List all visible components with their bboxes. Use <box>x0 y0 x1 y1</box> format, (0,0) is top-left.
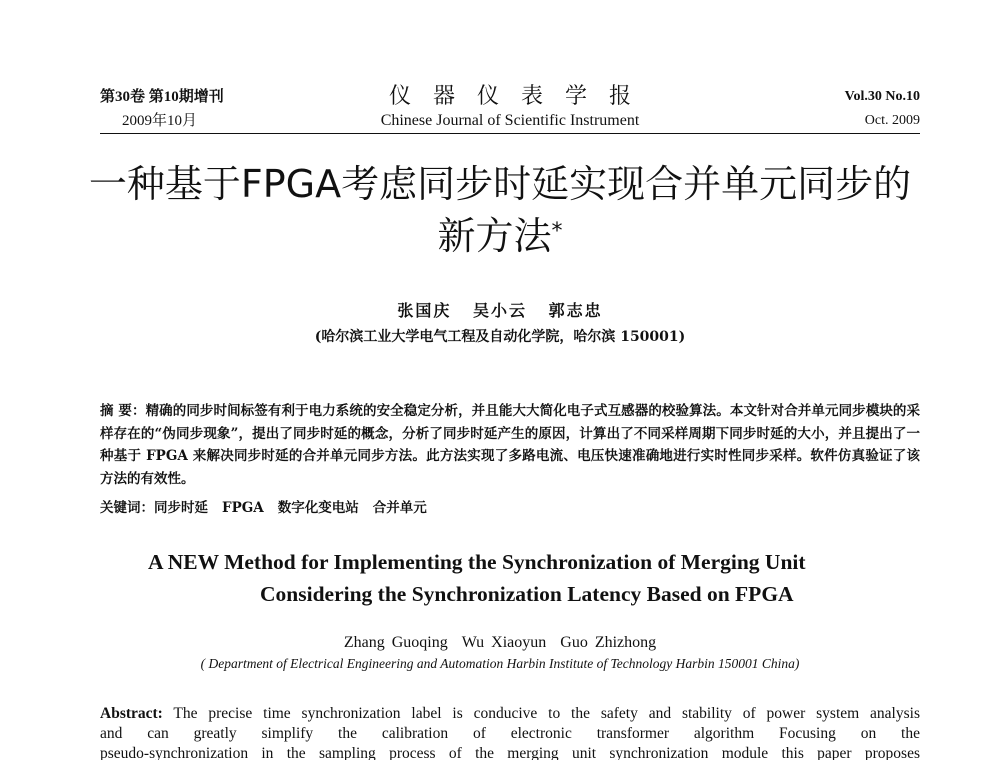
abstract-en-text-1: The precise time synchronization label is conducive to the safety and stability of power system analysis <box>162 705 920 722</box>
header-right <box>845 86 920 132</box>
author-en: Guo Zhizhong <box>560 634 657 651</box>
keyword-item: 合并单元 <box>372 500 427 516</box>
author-en: Zhang Guoqing <box>343 634 448 651</box>
title-cn-line1: 一种基于FPGA考虑同步时延实现合并单元同步的 <box>88 162 912 206</box>
abstract-cn-text: 精确的同步时间标签有利于电力系统的安全稳定分析，并且能大大简化电子式互感器的校验算法。本文针对合并单元同步模块的采样存在的“伪同步现象”，提出了同步时延的概念，分析了同步时延产生的原因，计算出了不同采样周期下同步时延的大小，并且提出了一种基于 FPGA 来解决同步时延的合并单元同步方法。此方法实现了多路电流、电压快速准确地进行实时性同步采样。软件仿真验证了该方法的有效性。 <box>100 403 921 487</box>
running-header <box>100 86 920 134</box>
abstract-en-line: pseudo-synchronization in the sampling process of the merging unit synchronization module this paper proposes <box>100 745 920 760</box>
title-cn-line2 <box>80 210 920 262</box>
abstract-en-line: and can greatly simplify the calibration of electronic transformer algorithm Focusing on the <box>100 725 920 742</box>
author-en: Wu Xiaoyun <box>461 634 547 651</box>
volume-issue-cn: 第30卷 第10期增刊 <box>100 89 224 105</box>
keywords-cn-label: 关键词： <box>100 500 154 516</box>
title-footnote-mark: * <box>551 219 563 244</box>
header-rule <box>100 133 920 134</box>
affiliation-cn: (哈尔滨工业大学电气工程及自动化学院，哈尔滨 150001) <box>314 329 686 345</box>
keywords-cn <box>100 497 920 519</box>
keyword-item: 数字化变电站 <box>277 500 359 516</box>
journal-name-en: Chinese Journal of Scientific Instrument <box>380 112 640 129</box>
abstract-en-label: Abstract: <box>100 705 163 722</box>
abstract-cn-label: 摘 要： <box>100 403 146 419</box>
keyword-item: FPGA <box>222 500 264 516</box>
keyword-item: 同步时延 <box>154 500 208 516</box>
affiliation-en: ( Department of Electrical Engineering and Automation Harbin Institute of Technology Harbin 150001 China) <box>200 656 800 671</box>
header-center <box>100 86 920 132</box>
volume-issue-en: Vol.30 No.10 <box>844 89 920 104</box>
title-en <box>100 546 920 610</box>
journal-name-cn: 仪器仪表学报 <box>388 84 653 109</box>
abstract-en-line <box>100 704 920 724</box>
title-en-line1: A NEW Method for Implementing the Synchronization of Merging Unit <box>148 550 806 574</box>
abstract-cn <box>100 400 920 490</box>
date-cn: 2009年10月 <box>122 113 198 129</box>
authors-en <box>0 634 1000 652</box>
abstract-en <box>100 704 920 760</box>
title-cn-line2-text: 新方法 <box>437 214 552 258</box>
date-en: Oct. 2009 <box>864 113 920 128</box>
title-cn <box>80 158 920 262</box>
title-en-line2: Considering the Synchronization Latency Based on FPGA <box>260 582 794 606</box>
authors-cn: 张国庆 吴小云 郭志忠 <box>397 301 603 320</box>
